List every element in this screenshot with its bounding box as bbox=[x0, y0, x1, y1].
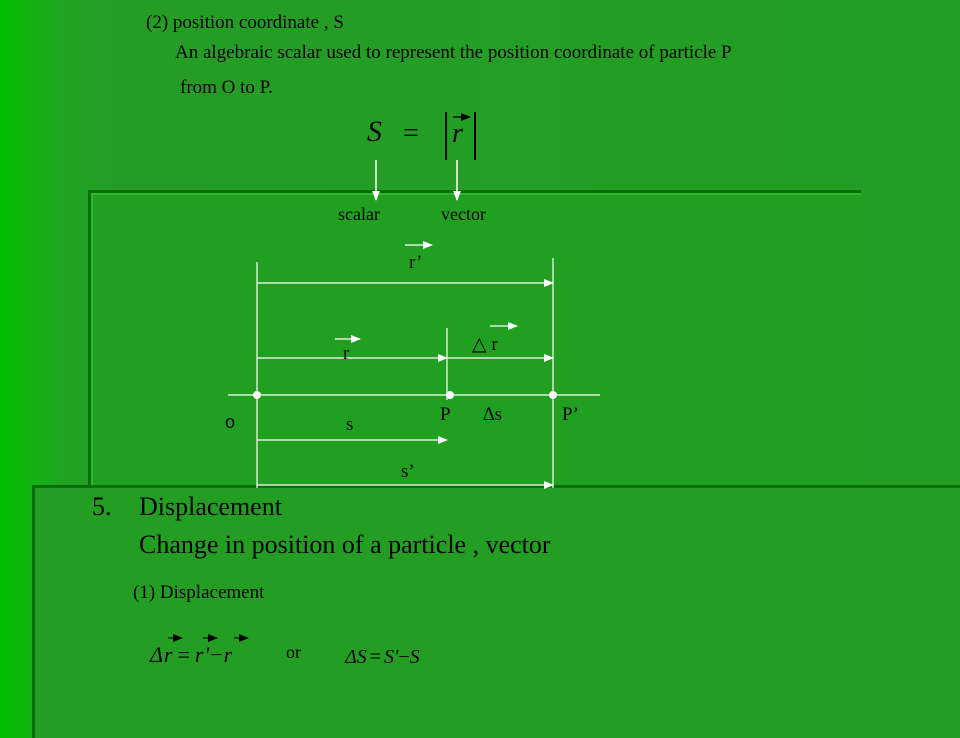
section-description-line1: An algebraic scalar used to represent the position coordinate of particle P bbox=[175, 42, 732, 63]
formula-scalar-displacement bbox=[345, 646, 420, 669]
label-P: P bbox=[440, 404, 451, 425]
formula-scalar-lhs: ΔS bbox=[345, 646, 367, 668]
formula-scalar-eq: = bbox=[369, 646, 382, 668]
label-delta-s: ∆s bbox=[483, 404, 503, 425]
formula-vec-lhs: Δr bbox=[150, 642, 174, 667]
label-scalar: scalar bbox=[338, 204, 380, 224]
equation-equals-sign: = bbox=[403, 118, 419, 149]
formula-vec-eq: = bbox=[177, 642, 191, 667]
label-P-prime: P’ bbox=[562, 404, 579, 425]
formula-scalar-minus: − bbox=[398, 646, 410, 668]
label-r: r bbox=[343, 343, 350, 364]
point-P-prime bbox=[549, 391, 557, 399]
formula-vec-b: r bbox=[223, 642, 234, 667]
section-heading-position-coordinate: (2) position coordinate , S bbox=[146, 12, 344, 33]
section-number-5: 5. bbox=[92, 492, 112, 521]
label-r-prime: r’ bbox=[409, 252, 423, 273]
section-description-line2: from O to P. bbox=[180, 77, 273, 98]
formula-scalar-a: S' bbox=[384, 646, 399, 668]
label-s-prime: s’ bbox=[401, 461, 415, 482]
equation-lhs-S: S bbox=[367, 115, 382, 148]
point-O bbox=[253, 391, 261, 399]
formula-vector-displacement bbox=[150, 642, 233, 668]
point-P bbox=[446, 391, 454, 399]
section-title-displacement: Displacement bbox=[139, 492, 282, 521]
section-subtitle: Change in position of a particle , vector bbox=[139, 530, 551, 559]
equation-rhs-r: r bbox=[452, 118, 463, 149]
label-or: or bbox=[286, 642, 301, 662]
formula-vec-minus: − bbox=[210, 642, 224, 667]
formula-scalar-b: S bbox=[409, 646, 420, 668]
label-vector: vector bbox=[441, 204, 486, 224]
label-origin-o: o bbox=[225, 412, 236, 432]
subsection-displacement: (1) Displacement bbox=[133, 582, 265, 603]
label-s: s bbox=[346, 414, 354, 435]
formula-vec-a: r' bbox=[194, 642, 211, 667]
label-delta-r: △ r bbox=[472, 334, 498, 355]
